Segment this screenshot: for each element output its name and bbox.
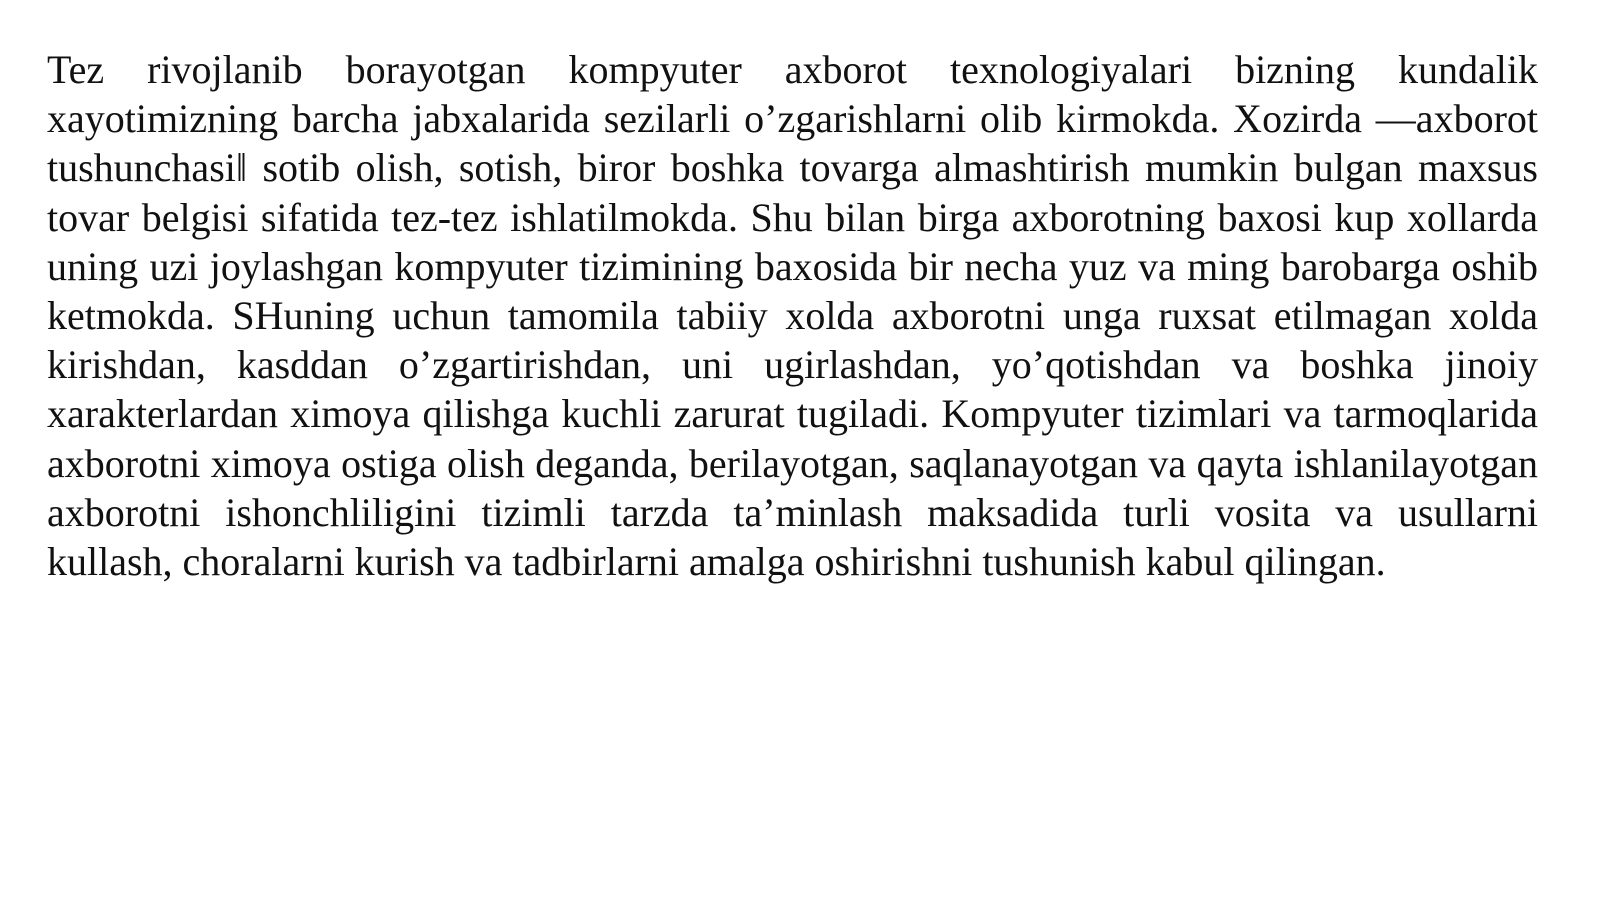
body-paragraph: Tez rivojlanib borayotgan kompyuter axborot texnologiyalari bizning kundalik xayotimizning barcha jabxalarida sezilarli o’zgarishlarni olib kirmokda. Xozirda —axborot tushunchasi‖ sotib olish, sotish, biror boshka tovarga almashtirish mumkin bulgan maxsus tovar belgisi sifatida tez-tez ishlatilmokda. Shu bilan birga axborotning baxosi kup xollarda uning uzi joylashgan kompyuter tizimining baxosida bir necha yuz va ming barobarga oshib ketmokda. SHuning uchun tamomila tabiiy xolda axborotni unga ruxsat etilmagan xolda kirishdan, kasddan o’zgartirishdan, uni ugirlashdan, yo’qotishdan va boshka jinoiy xarakterlardan ximoya qilishga kuchli zarurat tugiladi. Kompyuter tizimlari va tarmoqlarida axborotni ximoya ostiga olish deganda, berilayotgan, saqlanayotgan va qayta ishlanilayotgan axborotni ishonchliligini tizimli tarzda ta’minlash maksadida turli vosita va usullarni kullash, choralarni kurish va tadbirlarni amalga oshirishni tushunish kabul qilingan. <box>47 47 1538 585</box>
